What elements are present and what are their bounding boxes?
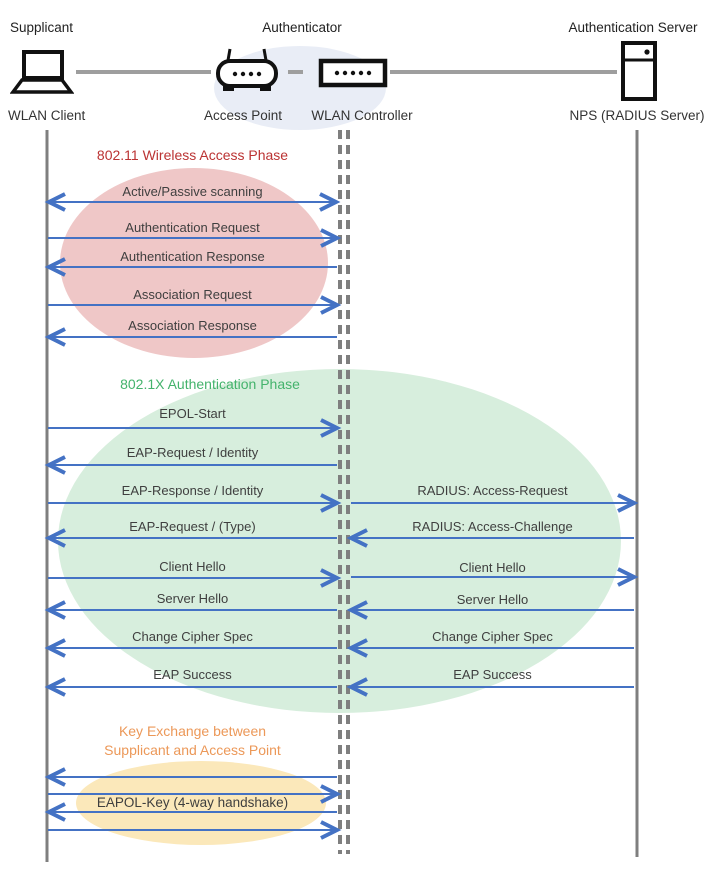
- server-icon: [620, 40, 658, 102]
- message-active-passive-scanning: Active/Passive scanning: [122, 184, 263, 199]
- node-access-point: Access Point: [203, 108, 283, 123]
- message-server-hello-left: Server Hello: [156, 591, 229, 606]
- message-eap-success-left: EAP Success: [153, 667, 232, 682]
- message-server-hello-right: Server Hello: [456, 592, 529, 607]
- message-eap-request-type: EAP-Request / (Type): [129, 519, 256, 534]
- role-authentication-server: Authentication Server: [568, 20, 698, 35]
- message-change-cipher-spec-left: Change Cipher Spec: [132, 629, 253, 644]
- message-radius-access-request: RADIUS: Access-Request: [417, 483, 568, 498]
- phase1-title: 802.11 Wireless Access Phase: [96, 147, 289, 163]
- message-radius-access-challenge: RADIUS: Access-Challenge: [412, 519, 573, 534]
- phase3-title-line2: Supplicant and Access Point: [104, 742, 281, 758]
- wlan-controller-icon: [318, 58, 388, 88]
- laptop-icon: [10, 50, 74, 96]
- phase3-title: [48, 722, 337, 760]
- message-eapol-key: EAPOL-Key (4-way handshake): [96, 795, 289, 810]
- phase2-title: 802.1X Authentication Phase: [120, 376, 300, 392]
- message-authentication-request: Authentication Request: [125, 220, 260, 235]
- message-eap-success-right: EAP Success: [453, 667, 532, 682]
- message-eap-response-identity: EAP-Response / Identity: [121, 483, 264, 498]
- node-nps: NPS (RADIUS Server): [569, 108, 705, 123]
- message-epol-start: EPOL-Start: [159, 406, 226, 421]
- phase3-title-line1: Key Exchange between: [118, 723, 267, 739]
- role-authenticator: Authenticator: [262, 20, 342, 35]
- message-association-request: Association Request: [133, 287, 252, 302]
- message-client-hello-left: Client Hello: [159, 559, 226, 574]
- role-supplicant: Supplicant: [10, 20, 74, 35]
- message-change-cipher-spec-right: Change Cipher Spec: [432, 629, 553, 644]
- node-wlan-controller: WLAN Controller: [311, 108, 413, 123]
- message-association-response: Association Response: [128, 318, 257, 333]
- message-authentication-response: Authentication Response: [120, 249, 265, 264]
- access-point-icon: [213, 46, 281, 94]
- node-wlan-client: WLAN Client: [8, 108, 86, 123]
- message-eap-request-identity: EAP-Request / Identity: [126, 445, 259, 460]
- message-client-hello-right: Client Hello: [459, 560, 526, 575]
